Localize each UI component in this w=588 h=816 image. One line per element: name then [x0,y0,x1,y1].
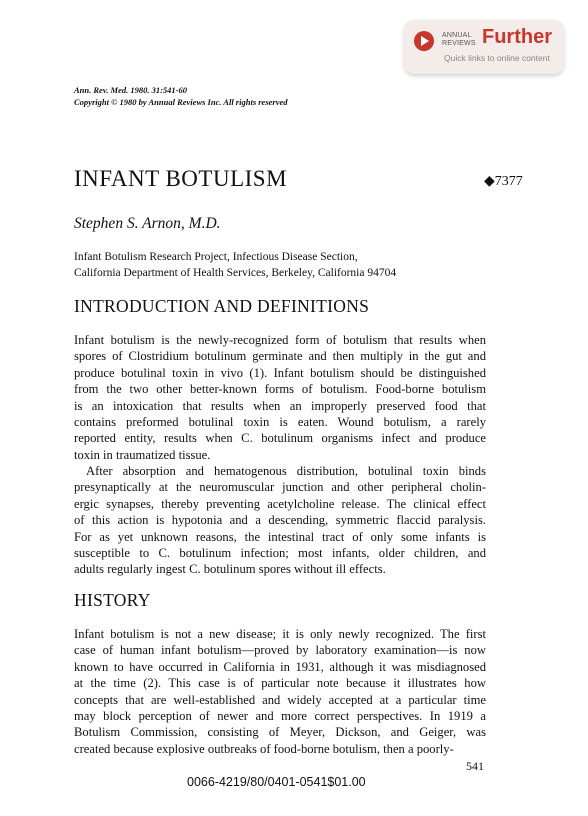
text-line: reported entity, results when C. botulinum organisms infect and produce [74,431,486,446]
citation-line2: Copyright © 1980 by Annual Reviews Inc. All rights reserved [74,97,288,107]
text-line: is an intoxication that results when an improperly preserved food that [74,398,486,413]
affiliation [74,249,396,281]
text-line: Botulism Commission, consisting of Meyer, Dickson, and Geiger, was [74,725,486,740]
text-line: at the time (2). This case is of particular note because it illustrates how [74,676,486,691]
text-line: Infant botulism is not a new disease; it is only newly recognized. The first [74,627,486,641]
citation-line1: Ann. Rev. Med. 1980. 31:541-60 [74,85,188,95]
text-line: produce botulinal toxin in vivo (1). Infant botulism should be distinguished [74,365,486,380]
paragraph-history-1 [74,626,486,757]
text-line: concepts that are well-established and widely accepted at a particular time [74,692,486,707]
badge-line1: ANNUAL [442,32,472,39]
badge-line2: REVIEWS [442,40,476,47]
text-line: For as yet unknown reasons, the intestinal tract of only some infants is [74,529,486,544]
affiliation-line2: California Department of Health Services, Berkeley, California 94704 [74,267,397,279]
affiliation-line1: Infant Botulism Research Project, Infectious Disease Section, [74,251,358,263]
text-line: After absorption and hematogenous distribution, botulinal toxin binds [86,464,486,478]
badge-brand: Further [482,26,552,48]
text-line: spores of Clostridium botulinum germinate and then multiply in the gut and [74,349,486,364]
author: Stephen S. Arnon, M.D. [74,215,221,232]
text-line: adults regularly ingest C. botulinum spores without ill effects. [74,562,386,577]
paper-title: INFANT BOTULISM [74,166,288,191]
article-code: ◆7377 [484,174,523,189]
paragraph-introduction-1 [74,332,486,463]
text-line: toxin in traumatized tissue. [74,447,211,462]
citation [74,84,288,108]
section-heading-history: HISTORY [74,590,151,610]
text-line: ergic synapses, thereby preventing acetylcholine release. The clinical effect [74,496,486,511]
text-line: contains preformed botulinal toxin is eaten. Wound botulism, a rarely [74,415,486,430]
text-line: Infant botulism is the newly-recognized form of botulism that results when [74,333,486,347]
text-line: created because explosive outbreaks of food-borne botulism, then a poorly- [74,741,454,756]
text-line: of this action is hypotonia and a descending, symmetric flaccid paralysis. [74,513,486,528]
text-line: may block perception of newer and more correct perspectives. In 1919 a [74,709,486,724]
section-heading-introduction: INTRODUCTION AND DEFINITIONS [74,296,370,316]
badge-subtitle: Quick links to online content [444,53,550,63]
page-number: 541 [466,759,484,773]
text-line: presynaptically at the neuromuscular junction and other peripheral cholin- [74,480,486,495]
annual-reviews-further-badge[interactable] [404,20,564,74]
text-line: case of human infant botulism—proved by laboratory examination—is now [74,643,486,658]
paragraph-introduction-2 [74,463,486,578]
play-icon [414,31,434,51]
text-line: susceptible to C. botulinum infection; most infants, older children, and [74,546,486,561]
footer-code: 0066-4219/80/0401-0541$01.00 [187,775,366,789]
badge-annual-reviews-text [442,32,476,48]
text-line: from the two other better-known forms of botulism. Food-borne botulism [74,382,486,397]
text-line: known to have occurred in California in 1931, although it was misdiagnosed [74,659,486,674]
